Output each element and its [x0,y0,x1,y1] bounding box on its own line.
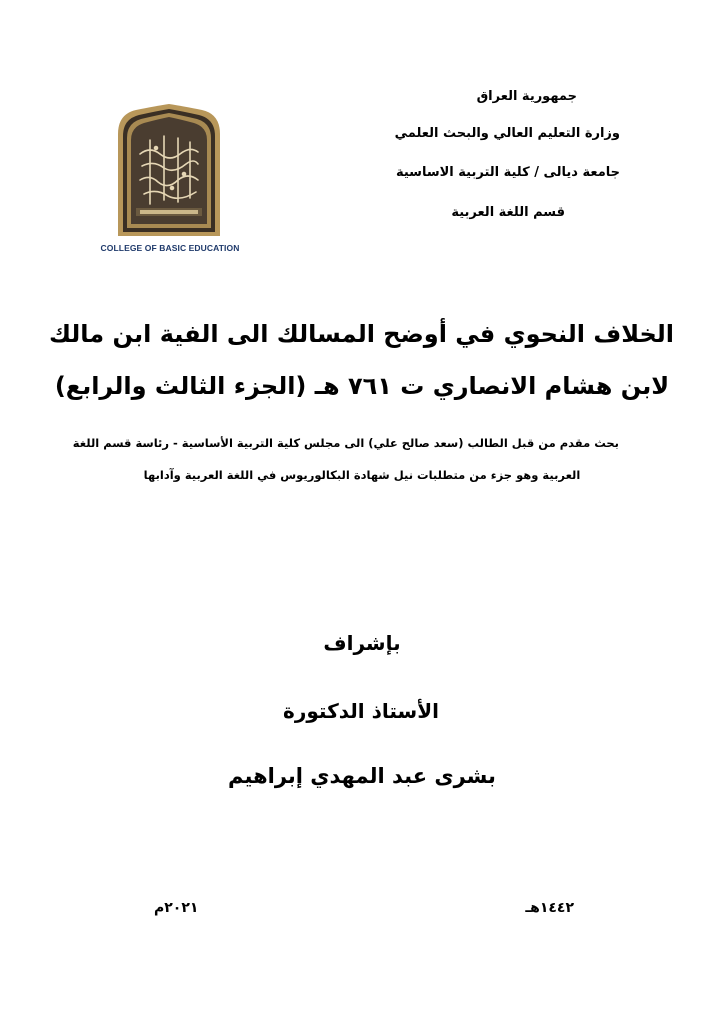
description-line1: بحث مقدم من قبل الطالب (سعد صالح علي) الى مجلس كلية التربية الأساسية - رئاسة قسم اللغة [72,436,619,450]
thesis-title-line2: لابن هشام الانصاري ت ٧٦١ هـ (الجزء الثالث والرابع) [54,372,670,400]
supervisor-rank: الأستاذ الدكتورة [283,699,439,723]
college-emblem-icon [116,104,222,238]
logo-caption: COLLEGE OF BASIC EDUCATION [100,243,240,253]
header-university: جامعة ديالى / كلية التربية الاساسية [395,165,620,180]
date-hijri: ١٤٤٢هـ [525,900,574,916]
thesis-title-line1: الخلاف النحوي في أوضح المسالك الى الفية ابن مالك [48,320,674,348]
header-ministry: وزارة التعليم العالي والبحث العلمي [394,126,620,141]
header-republic: جمهورية العراق [476,89,577,104]
supervisor-name: بشرى عبد المهدي إبراهيم [228,764,496,788]
supervision-label: بإشراف [323,631,401,655]
college-logo [100,104,240,256]
description-line2: العربية وهو جزء من متطلبات نيل شهادة البكالوريوس في اللغة العربية وآدابها [143,468,581,482]
header-department: قسم اللغة العربية [451,205,565,220]
date-gregorian: ٢٠٢١م [154,900,199,916]
